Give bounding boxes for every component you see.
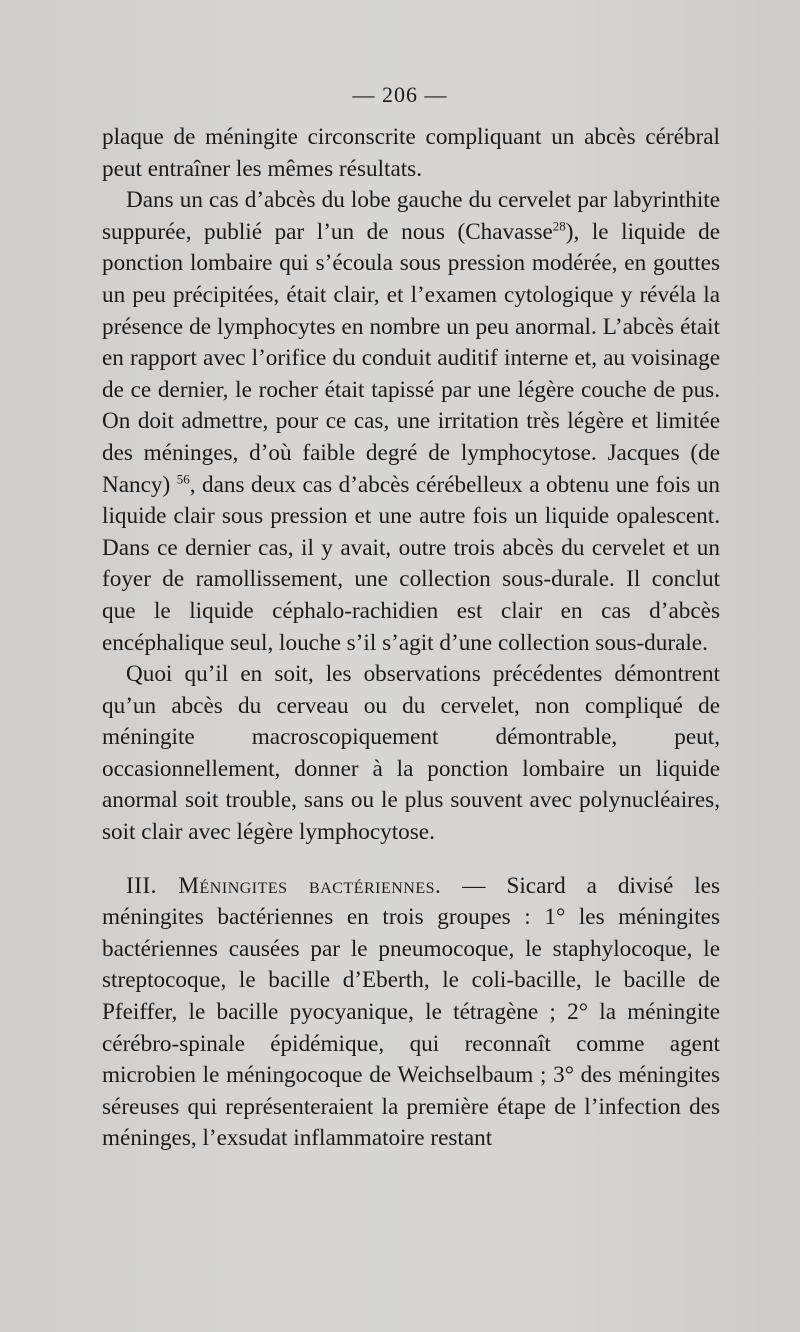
paragraph-abces-cervelet — [102, 185, 720, 659]
reference-56: 56 — [176, 470, 190, 486]
page-number: — 206 — — [352, 82, 448, 107]
paragraph-1-text: plaque de méningite circonscrite compliquant un abcès cérébral peut entraîner les mêmes résultats. — [102, 124, 720, 182]
paragraph-2-text-c: , dans deux cas d’abcès cérébelleux a obtenu une fois un liquide clair sous pression et une autre fois un liquide opalescent. Dans ce dernier cas, il y avait, outre trois abcès du cervelet et un foyer de ramollissement, une collection sous-durale. Il conclut que le liquide céphalo-rachidien est clair en cas d’abcès encéphalique seul, louche s’il s’agit d’une collection sous-durale. — [102, 471, 720, 656]
paragraph-4-text: — Sicard a divisé les méningites bactériennes en trois groupes : 1° les méningites bactériennes causées par le pneumocoque, le staphylocoque, le streptocoque, le bacille d’Eberth, le coli-bacille, le bacille de Pfeiffer, le bacille pyocyanique, le tétragène ; 2° la méningite cérébro-spinale épidémique, qui reconnaît comme agent microbien le méningocoque de Weichselbaum ; 3° des méningites séreuses qui représenteraient la première étape de l’infection des méninges, l’exsudat inflammatoire restant — [102, 872, 720, 1152]
paragraph-3-text: Quoi qu’il en soit, les observations précédentes démontrent qu’un abcès du cerveau ou du cervelet, non compliqué de méningite macroscopiquement démontrable, peut, occasionnellement, donner à la ponction lombaire un liquide anormal soit trouble, sans ou le plus souvent avec polynucléaires, soit clair avec légère lymphocytose. — [102, 661, 720, 846]
paragraph-continuation — [102, 122, 720, 185]
section-heading: III. Méningites bactériennes. — [126, 872, 442, 899]
paragraph-conclusion — [102, 659, 720, 849]
paragraph-2-text-b: ), le liquide de ponction lombaire qui s’écoula sous pression modérée, en gouttes un peu précipitées, était clair, et l’examen cytologique y révéla la présence de lymphocytes en nombre un peu anormal. L’abcès était en rapport avec l’orifice du conduit auditif interne et, au voisinage de ce dernier, le rocher était tapissé par une légère couche de pus. On doit admettre, pour ce cas, une irritation très légère et limitée des méninges, d’où faible degré de lymphocytose. Jacques (de Nancy) — [102, 218, 721, 498]
paragraph-2-text-a: Dans un cas d’abcès du lobe gauche du cervelet par labyrinthite suppurée, publié par l’un de nous (Chavasse — [102, 187, 720, 245]
paragraph-section-iii — [102, 871, 720, 1155]
body-text — [102, 122, 720, 1155]
reference-28: 28 — [552, 218, 566, 234]
